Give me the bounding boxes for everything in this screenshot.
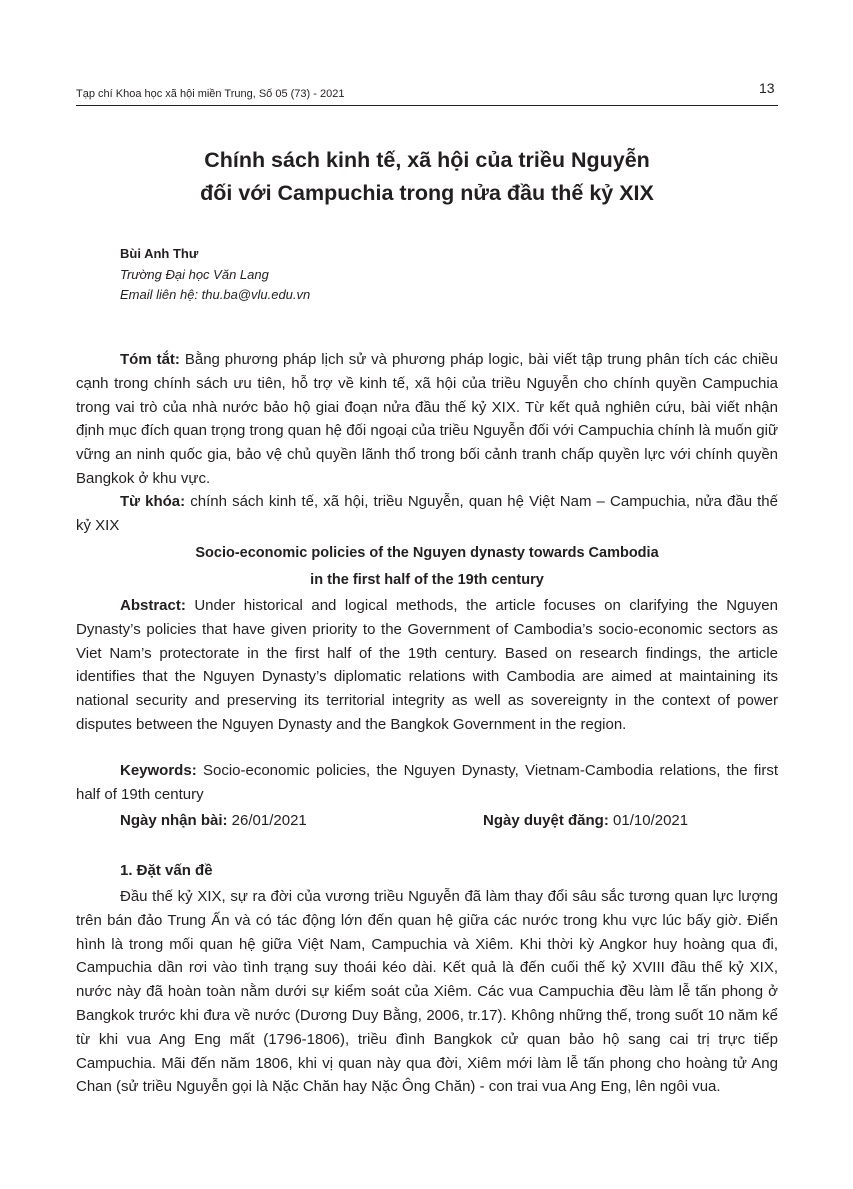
english-title-line-2: in the first half of the 19th century bbox=[310, 572, 544, 588]
approved-date bbox=[483, 812, 688, 829]
section-paragraph: Đầu thế kỷ XIX, sự ra đời của vương triều Nguyễn đã làm thay đổi sâu sắc tương quan lực lượng trên bán đảo Trung Ấn và có tác động lớn đến quan hệ giữa các nước trong khu vực lúc bấy giờ. Điển hình là trong mối quan hệ giữa Việt Nam, Campuchia và Xiêm. Khi thời kỳ Angkor huy hoàng qua đi, Campuchia dần rơi vào tình trạng suy thoái kéo dài. Kết quả là đến cuối thế kỷ XVIII đầu thế kỷ XIX, nước này đã hoàn toàn nằm dưới sự kiểm soát của Xiêm. Các vua Campuchia đều làm lễ tấn phong ở Bangkok trước khi đưa về nước (Dương Duy Bằng, 2006, tr.17). Không những thế, trong suốt 10 năm kể từ khi vua Ang Eng mất (1796-1806), triều đình Bangkok cử quan bảo hộ sang cai trị trực tiếp Campuchia. Mãi đến năm 1806, khi vị quan này qua đời, Xiêm mới làm lễ tấn phong cho hoàng tử Ang Chan (sử triều Nguyễn gọi là Nặc Chăn hay Nặc Ông Chăn) - con trai vua Ang Eng, lên ngôi vua. bbox=[76, 888, 778, 1096]
author-name: Bùi Anh Thư bbox=[120, 246, 199, 261]
keywords-en-text: Socio-economic policies, the Nguyen Dynasty, Vietnam-Cambodia relations, the first half of 19th century bbox=[76, 762, 778, 803]
author-affiliation: Trường Đại học Văn Lang bbox=[120, 267, 269, 282]
page-number: 13 bbox=[759, 80, 775, 96]
keywords-vi bbox=[76, 490, 778, 538]
english-title bbox=[76, 540, 778, 594]
keywords-vi-label: Từ khóa: bbox=[120, 493, 186, 510]
keywords-vi-text: chính sách kinh tế, xã hội, triều Nguyễn, quan hệ Việt Nam – Campuchia, nửa đầu thế kỷ XIX bbox=[76, 493, 778, 534]
author-email: Email liên hệ: thu.ba@vlu.edu.vn bbox=[120, 287, 311, 302]
received-date bbox=[120, 812, 307, 829]
abstract-vi bbox=[76, 348, 778, 491]
article-title bbox=[76, 144, 778, 210]
keywords-en bbox=[76, 759, 778, 807]
received-label: Ngày nhận bài: bbox=[120, 812, 228, 829]
received-value: 26/01/2021 bbox=[227, 812, 307, 829]
abstract-vi-text: Bằng phương pháp lịch sử và phương pháp logic, bài viết tập trung phân tích các chiều cạnh trong chính sách ưu tiên, hỗ trợ về kinh tế, xã hội của triều Nguyễn cho chính quyền Campuchia trong vai trò của nhà nước bảo hộ giai đoạn nửa đầu thế kỷ XIX. Từ kết quả nghiên cứu, bài viết nhận định mục đích quan trọng trong quan hệ đối ngoại của triều Nguyễn đối với Campuchia chính là muốn giữ vững an ninh quốc gia, bảo vệ chủ quyền lãnh thổ trong bối cảnh tranh chấp quyền lực với chính quyền Bangkok ở khu vực. bbox=[76, 351, 778, 487]
approved-value: 01/10/2021 bbox=[608, 812, 689, 829]
article-title-line-1: Chính sách kinh tế, xã hội của triều Nguyễn bbox=[204, 148, 650, 172]
english-title-line-1: Socio-economic policies of the Nguyen dynasty towards Cambodia bbox=[195, 545, 659, 561]
abstract-en-label: Abstract: bbox=[120, 597, 186, 614]
section-heading: 1. Đặt vấn đề bbox=[120, 862, 213, 879]
abstract-en-text: Under historical and logical methods, the article focuses on clarifying the Nguyen Dynasty’s policies that have given priority to the Government of Cambodia’s socio-economic sectors as Viet Nam’s protectorate in the first half of the 19th century. Based on research findings, the article identifies that the Nguyen Dynasty’s diplomatic relations with Cambodia are aimed at maintaining its national security and preserving its territorial integrity as well as sovereignty in the context of power disputes between the Nguyen Dynasty and the Bangkok Government in the region. bbox=[76, 597, 778, 733]
approved-label: Ngày duyệt đăng: bbox=[483, 812, 609, 829]
abstract-en bbox=[76, 594, 778, 737]
header-rule bbox=[76, 105, 778, 106]
article-title-line-2: đối với Campuchia trong nửa đầu thế kỷ XIX bbox=[200, 181, 654, 205]
running-head: Tạp chí Khoa học xã hội miền Trung, Số 05 (73) - 2021 bbox=[76, 88, 345, 100]
keywords-en-label: Keywords: bbox=[120, 762, 197, 779]
abstract-vi-label: Tóm tắt: bbox=[120, 351, 180, 368]
